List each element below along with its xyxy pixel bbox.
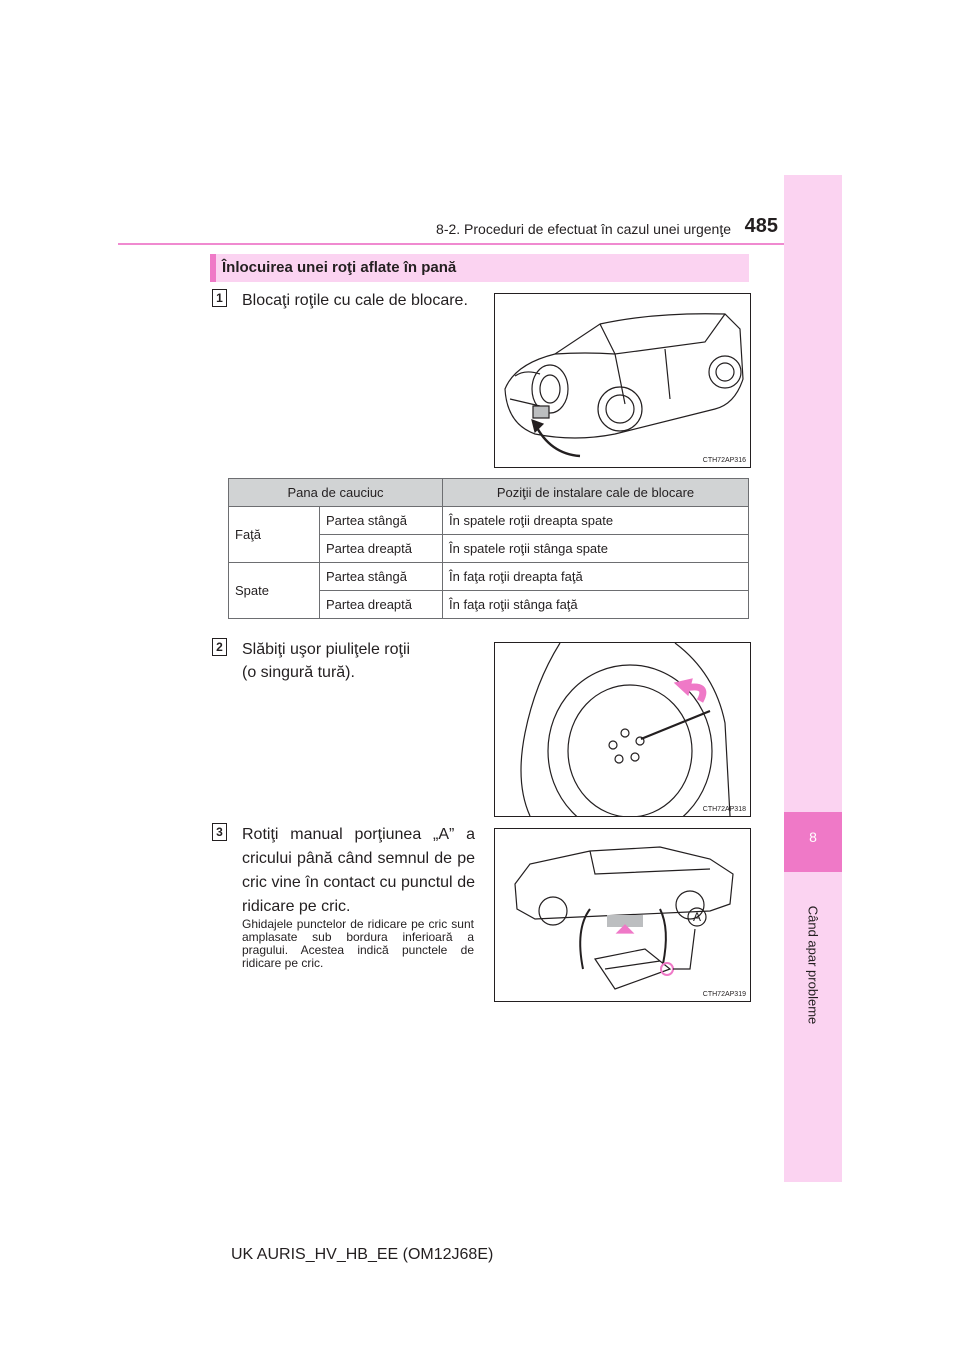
wheel-chock-table <box>228 478 749 619</box>
table-header-flat-tire: Pana de cauciuc <box>229 479 443 507</box>
table-cell-side: Partea dreaptă <box>320 591 443 619</box>
table-cell-side: Partea stângă <box>320 563 443 591</box>
car-front-illustration <box>495 294 750 467</box>
step-2-text-line1: Slăbiţi uşor piuliţele roţii <box>242 641 411 658</box>
table-group-label: Faţă <box>229 507 320 563</box>
table-header-chock-position: Poziţii de instalare cale de blocare <box>443 479 749 507</box>
running-header-section: 8-2. Proceduri de efectuat în cazul unei urgenţe <box>436 221 731 237</box>
step-2-marker: 2 <box>212 638 227 656</box>
chapter-label: Când apar probleme <box>805 905 821 1025</box>
table-cell-position: În faţa roţii dreapta faţă <box>443 563 749 591</box>
step-2-text-line2: (o singură tură). <box>242 664 355 681</box>
chapter-number: 8 <box>809 829 817 845</box>
section-title: Înlocuirea unei roţi aflate în pană <box>222 259 457 276</box>
car-jack-illustration <box>495 829 750 1001</box>
figure-3-code: CTH72AP319 <box>702 991 746 998</box>
table-row <box>229 563 749 591</box>
footer-model-code: UK AURIS_HV_HB_EE (OM12J68E) <box>231 1246 494 1263</box>
step-3-note: Ghidajele punctelor de ridicare pe cric sunt amplasate sub bordura inferioară a pragului. Acestea indică punctele de ridicare pe cric. <box>242 917 474 970</box>
table-cell-position: În spatele roţii dreapta spate <box>443 507 749 535</box>
header-rule <box>118 243 841 245</box>
chapter-side-tab <box>784 175 842 1182</box>
jack-part-a-label: A <box>693 910 702 924</box>
table-group-label: Spate <box>229 563 320 619</box>
step-1-text: Blocaţi roţile cu cale de blocare. <box>242 292 468 309</box>
table-row <box>229 507 749 535</box>
wheel-wrench-illustration <box>495 643 750 816</box>
section-title-accent <box>210 254 216 282</box>
table-cell-position: În spatele roţii stânga spate <box>443 535 749 563</box>
step-1-marker: 1 <box>212 289 227 307</box>
table-cell-position: În faţa roţii stânga faţă <box>443 591 749 619</box>
step-3-marker: 3 <box>212 823 227 841</box>
figure-wheel-chock <box>494 293 751 468</box>
figure-2-code: CTH72AP318 <box>702 806 746 813</box>
table-header-row <box>229 479 749 507</box>
figure-loosen-nuts <box>494 642 751 817</box>
figure-jack <box>494 828 751 1002</box>
page-number: 485 <box>744 215 778 237</box>
table-cell-side: Partea stângă <box>320 507 443 535</box>
table-cell-side: Partea dreaptă <box>320 535 443 563</box>
step-3-text: Rotiţi manual porţiunea „A” a cricului până când semnul de pe cric vine în contact cu punctul de ridicare pe cric. <box>242 826 475 915</box>
figure-1-code: CTH72AP316 <box>702 457 746 464</box>
